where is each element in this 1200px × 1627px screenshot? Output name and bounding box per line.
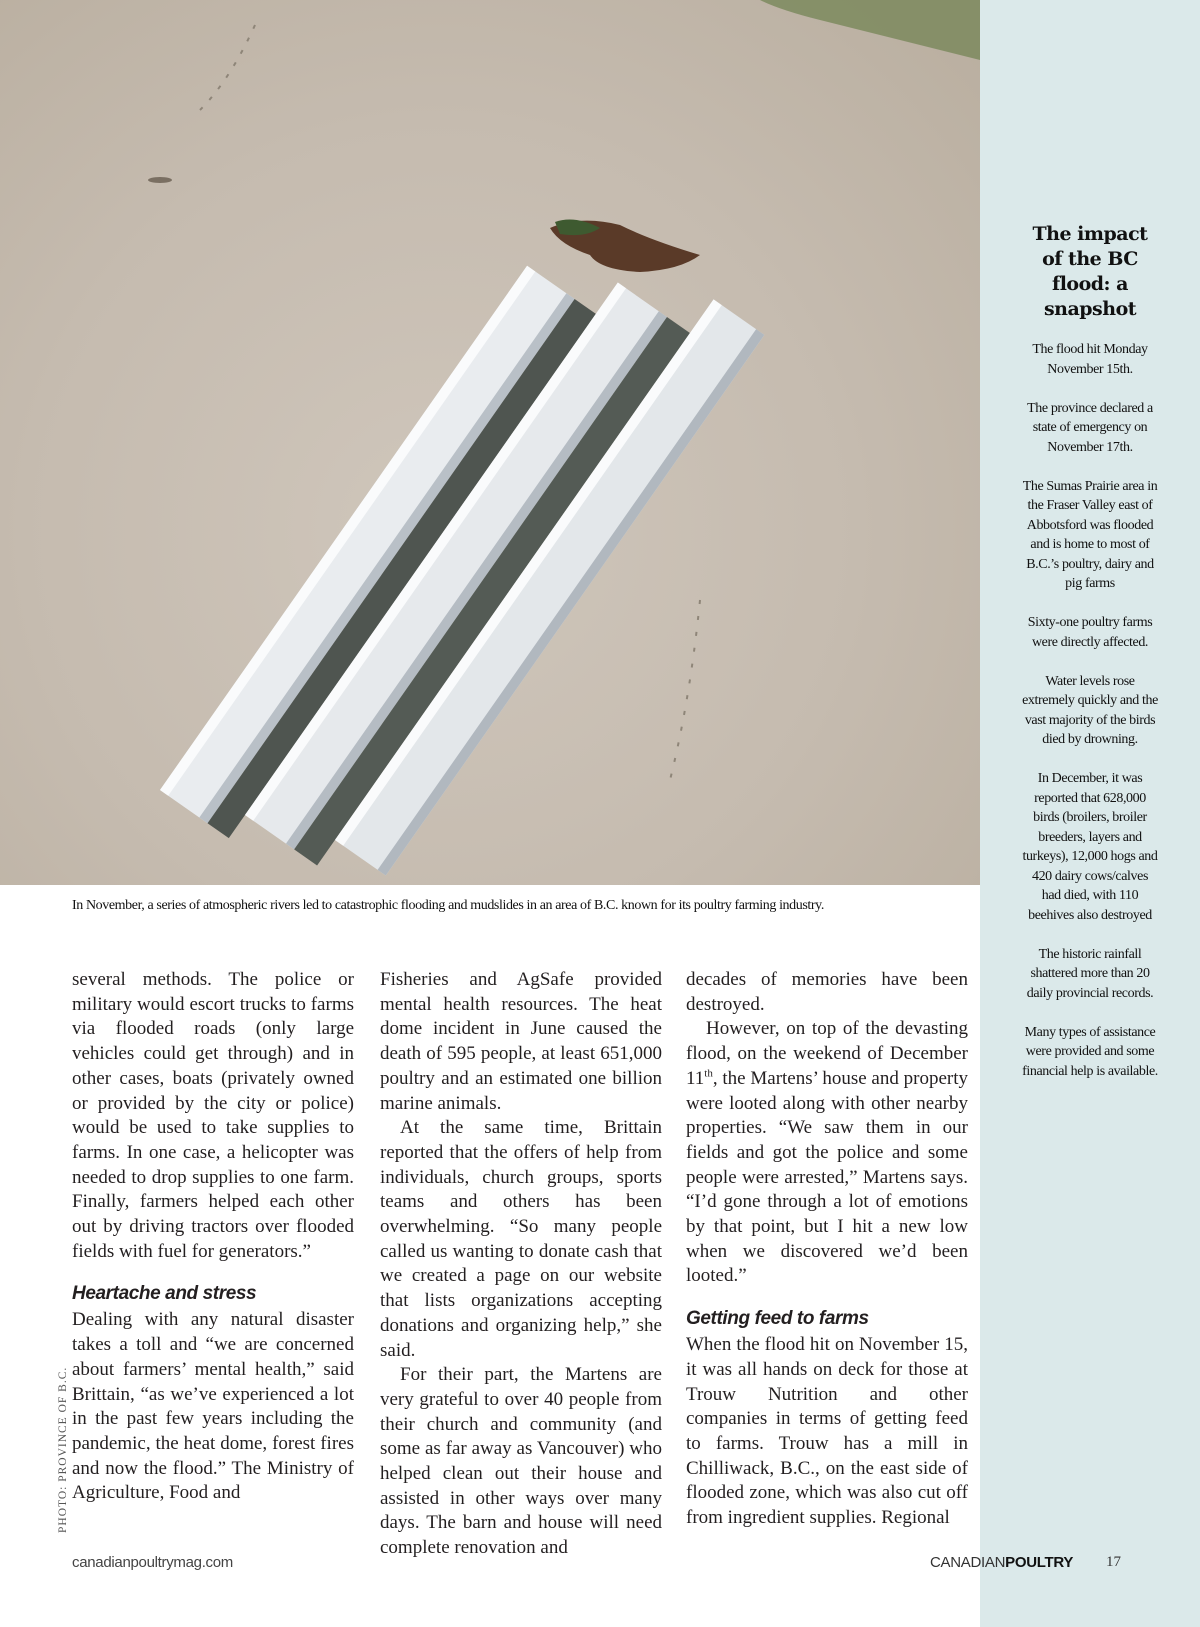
article-column-2 bbox=[380, 968, 662, 1561]
article-column-3 bbox=[686, 968, 968, 1531]
article-paragraph: When the flood hit on November 15, it was all hands on deck for those at Trouw Nutrition and other companies in terms of getting feed to farms. Trouw has a mill in Chilliwack, B.C., on the east side of flooded zone, which was also cut off from ingredient supplies. Regional bbox=[686, 1334, 968, 1529]
sidebar-fact: The historic rainfall shattered more than 20 daily provincial records. bbox=[1026, 946, 1154, 1001]
sidebar-title: The impact of the BC flood: a snapshot bbox=[1032, 223, 1148, 320]
article-paragraph: several methods. The police or military would escort trucks to farms via flooded roads (only large vehicles could get through) and in other cases, boats (privately owned or provided by the city or police) would be used to take supplies to farms. In one case, a helicopter was needed to drop supplies to one farm. Finally, farmers helped each other out by driving tractors over flooded fields with fuel for generators.” bbox=[72, 969, 354, 1262]
sidebar-fact: The province declared a state of emergency on November 17th. bbox=[1027, 400, 1153, 455]
text-run: , the Martens’ house and property were looted along with other nearby properties. “We saw them in our fields and got the police and some people were arrested,” Martens says. “I’d gone through a lot of emotions by that point, but I hit a new low when we discovered we’d been looted.” bbox=[686, 1067, 968, 1287]
article-column-1 bbox=[72, 968, 354, 1506]
magazine-name-prefix: CANADIAN bbox=[930, 1554, 1006, 1571]
sidebar-fact: Many types of assistance were provided and some financial help is available. bbox=[1022, 1024, 1158, 1079]
sidebar-fact: Water levels rose extremely quickly and the vast majority of the birds died by drowning. bbox=[1022, 673, 1158, 747]
article-paragraph bbox=[686, 1017, 968, 1289]
text-run: However, on top of the devasting flood, on the weekend of December 11 bbox=[686, 1018, 968, 1089]
flooded-barns-illustration bbox=[0, 0, 980, 885]
article-paragraph: decades of memories have been destroyed. bbox=[686, 969, 968, 1015]
photo-caption: In November, a series of atmospheric rivers led to catastrophic flooding and mudslides in an area of B.C. known for its poultry farming industry. bbox=[72, 898, 824, 913]
magazine-name-bold: POULTRY bbox=[1005, 1554, 1074, 1571]
ordinal-suffix: th bbox=[704, 1067, 713, 1080]
sidebar-fact: In December, it was reported that 628,000 birds (broilers, broiler breeders, layers and turkeys), 12,000 hogs and 420 dairy cows/calves had died, with 110 beehives also destroyed bbox=[1022, 771, 1158, 923]
sidebar-fact: Sixty-one poultry farms were directly affected. bbox=[1027, 615, 1153, 650]
article-paragraph: Fisheries and AgSafe provided mental health resources. The heat dome incident in June caused the death of 595 people, at least 651,000 poultry and an estimated one billion marine animals. bbox=[380, 969, 662, 1114]
sidebar-fact: The Sumas Prairie area in the Fraser Valley east of Abbotsford was flooded and is home to most of B.C.’s poultry, dairy and pig farms bbox=[1022, 478, 1158, 591]
photo-credit: PHOTO: PROVINCE OF B.C. bbox=[57, 1366, 69, 1533]
magazine-name bbox=[930, 1554, 1073, 1571]
fact-sidebar bbox=[980, 0, 1200, 1627]
flood-photo bbox=[0, 0, 980, 885]
footer-website-link[interactable]: canadianpoultrymag.com bbox=[72, 1554, 233, 1571]
section-heading-feed: Getting feed to farms bbox=[686, 1308, 869, 1330]
article-paragraph: Dealing with any natural disaster takes a toll and “we are concerned about farmers’ mental health,” said Brittain, “as we’ve experienced a lot in the past few years including the pandemic, the heat dome, forest fires and now the flood.” The Ministry of Agriculture, Food and bbox=[72, 1309, 354, 1504]
sidebar-facts bbox=[1022, 340, 1158, 1101]
section-heading-heartache: Heartache and stress bbox=[72, 1283, 257, 1305]
page-number: 17 bbox=[1106, 1554, 1121, 1570]
article-paragraph: At the same time, Brittain reported that the offers of help from individuals, church groups, sports teams and others has been overwhelming. “So many people called us wanting to donate cash that we created a page on our website that lists organizations accepting donations and organizing help,” she said. bbox=[380, 1117, 662, 1361]
article-paragraph: For their part, the Martens are very grateful to over 40 people from their church and community (and some as far away as Vancouver) who helped clean out their house and assisted in other ways over many days. The barn and house will need complete renovation and bbox=[380, 1364, 662, 1559]
sidebar-fact: The flood hit Monday November 15th. bbox=[1032, 342, 1148, 377]
